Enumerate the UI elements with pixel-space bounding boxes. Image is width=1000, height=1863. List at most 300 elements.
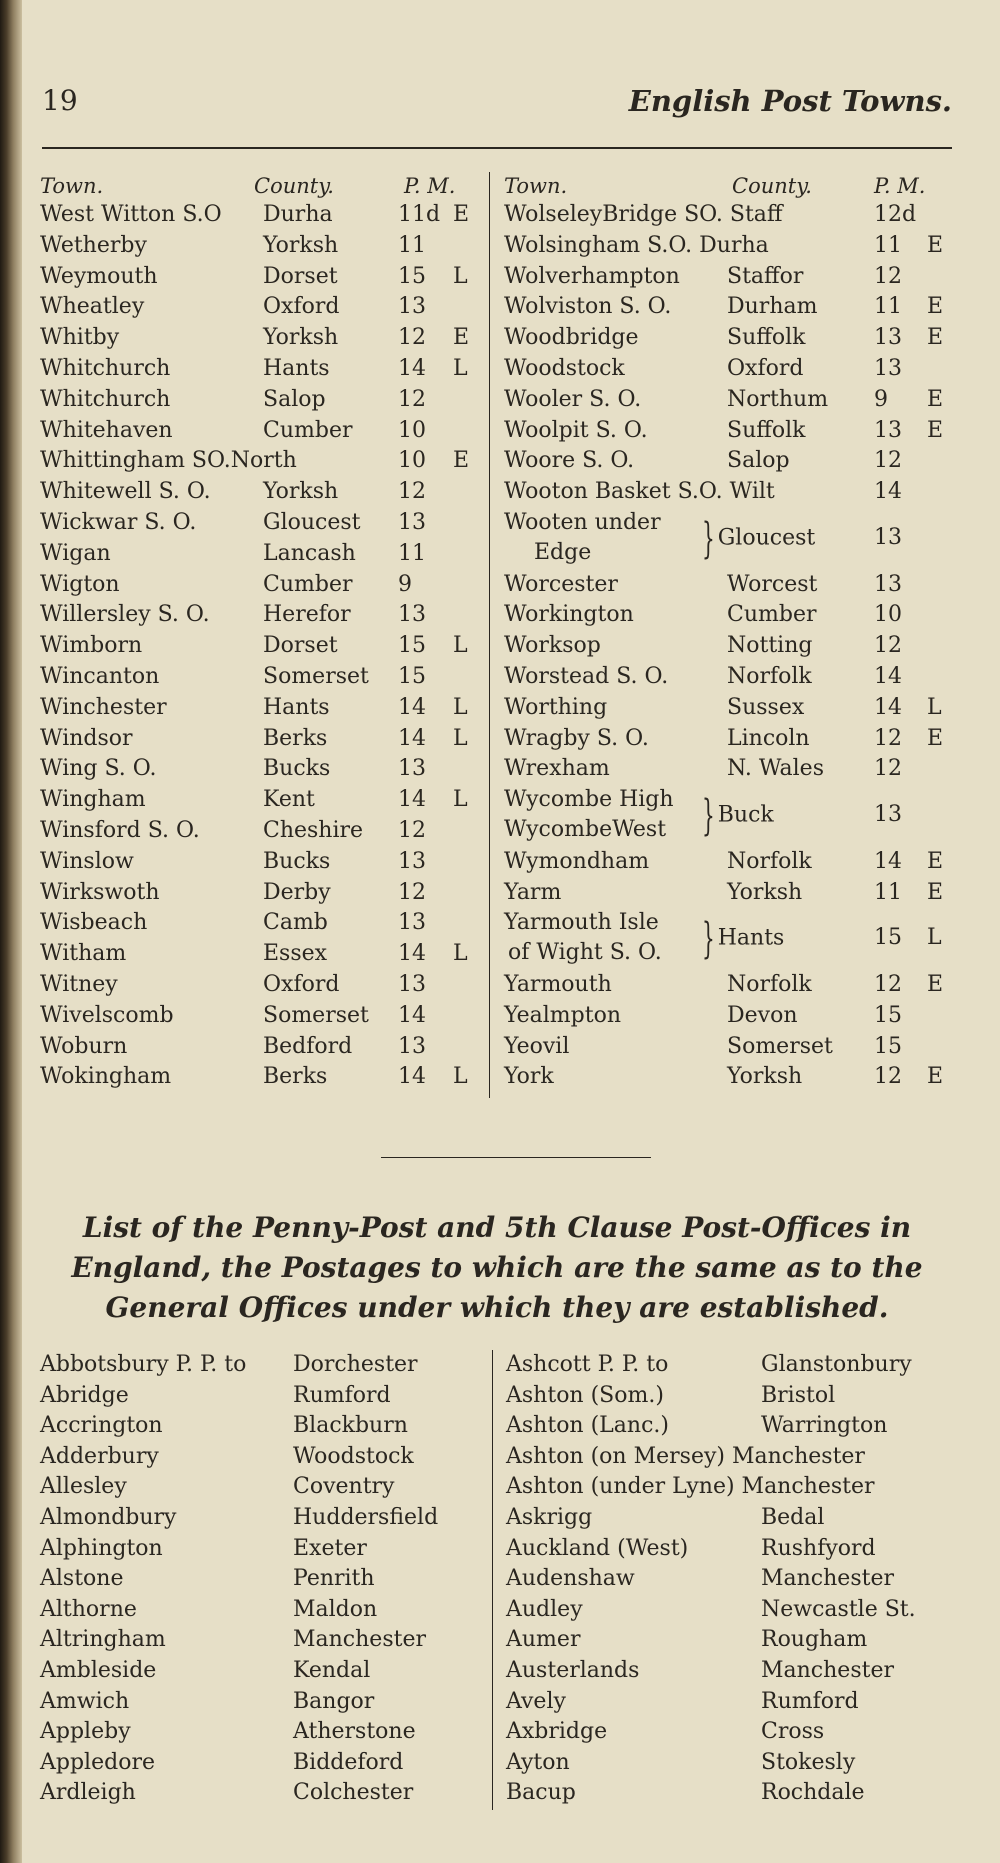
county-name: Salop	[263, 386, 326, 412]
pm-value: 12	[874, 756, 902, 782]
code-value: E	[927, 294, 944, 320]
pm-value: 12	[874, 1064, 902, 1090]
list-item	[506, 1472, 976, 1503]
list-item	[40, 1625, 485, 1656]
office-name: Atherstone	[293, 1719, 416, 1745]
town-name: Yarmouth	[504, 971, 612, 997]
pm-value: 14	[398, 694, 426, 720]
code-value: L	[453, 1064, 468, 1090]
town-name-line1: Yarmouth Isle	[504, 910, 659, 936]
place-name: Ashton (Lanc.)	[506, 1413, 669, 1439]
place-name: Ashton (under Lyne) Manchester	[506, 1474, 875, 1500]
pm-value: 9	[398, 571, 412, 597]
town-row	[504, 231, 974, 262]
town-row	[40, 200, 485, 231]
place-name: Appleby	[40, 1719, 131, 1745]
county-header: County.	[732, 174, 812, 198]
pm-value: 14	[398, 355, 426, 381]
code-value: L	[453, 725, 468, 751]
town-name: Whitewell S. O.	[40, 479, 211, 505]
county-name: Norfolk	[727, 971, 812, 997]
pm-value: 13	[398, 602, 426, 628]
town-name: Whitchurch	[40, 386, 171, 412]
office-name: Bedal	[761, 1504, 825, 1530]
pm-value: 11	[874, 232, 902, 258]
code-value: E	[927, 232, 944, 258]
pm-value: 13	[874, 417, 902, 443]
town-row	[40, 539, 485, 570]
list-item	[40, 1687, 485, 1718]
place-name: Austerlands	[506, 1657, 640, 1683]
town-row	[504, 200, 974, 231]
town-row	[504, 1001, 974, 1032]
town-name: Wigan	[40, 540, 111, 566]
brace-glyph: }	[702, 912, 715, 964]
town-row	[40, 354, 485, 385]
list-item	[40, 1595, 485, 1626]
column-headers	[504, 172, 974, 200]
pm-value: 13	[398, 294, 426, 320]
county-name: Essex	[263, 941, 328, 967]
town-name	[504, 508, 661, 568]
town-row	[40, 262, 485, 293]
code-value: E	[927, 386, 944, 412]
place-name: Abbotsbury P. P. to	[40, 1352, 247, 1377]
pm-value: 11d	[398, 202, 441, 227]
town-name: Winsford S. O.	[40, 817, 200, 843]
county-name: Yorksh	[263, 325, 339, 351]
place-name: Adderbury	[40, 1443, 159, 1469]
pm-value: 13	[398, 756, 426, 782]
list-item	[40, 1564, 485, 1595]
town-row	[40, 785, 485, 816]
code-value: L	[453, 633, 468, 659]
town-name: Winslow	[40, 848, 134, 874]
column-divider	[489, 172, 490, 1098]
place-name: Altringham	[40, 1627, 166, 1653]
county-name: Bucks	[263, 848, 331, 874]
office-name: Manchester	[761, 1657, 894, 1683]
place-name: Audenshaw	[506, 1566, 635, 1592]
county-name: Bedford	[263, 1033, 353, 1059]
county-name: Durham	[727, 294, 818, 320]
code-value: L	[453, 263, 468, 289]
county-name: Notting	[727, 633, 813, 659]
town-row	[40, 323, 485, 354]
pm-value: 14	[398, 1064, 426, 1090]
list-item	[40, 1717, 485, 1748]
town-row	[504, 292, 974, 323]
brace-glyph: }	[702, 789, 715, 840]
town-row	[504, 416, 974, 447]
list-item	[506, 1350, 976, 1381]
list-item	[506, 1625, 976, 1656]
place-name: Ambleside	[40, 1657, 157, 1683]
town-name: Wolsingham S.O. Durha	[504, 232, 769, 258]
running-title: English Post Towns.	[628, 84, 952, 118]
town-name: Worstead S. O.	[504, 663, 669, 689]
town-name: Wickwar S. O.	[40, 509, 197, 535]
county-name: Yorksh	[727, 879, 803, 905]
county-name: Norfolk	[727, 663, 812, 689]
list-item	[40, 1442, 485, 1473]
office-name: Woodstock	[293, 1443, 414, 1469]
town-name: Wetherby	[40, 232, 147, 258]
code-value: E	[927, 1064, 944, 1090]
county-name: Hants	[263, 355, 330, 381]
town-row-yarmouth-isle-of-wight	[504, 908, 974, 970]
town-row	[504, 662, 974, 693]
town-name: Wrexham	[504, 756, 610, 782]
code-value: L	[453, 941, 468, 967]
town-row	[40, 1001, 485, 1032]
place-name: Amwich	[40, 1688, 130, 1714]
pm-value: 15	[874, 925, 902, 951]
town-name: Whittingham SO.North	[40, 448, 297, 474]
pm-value: 12	[398, 325, 426, 351]
list-item	[506, 1717, 976, 1748]
pm-value: 12	[874, 263, 902, 289]
town-row	[504, 385, 974, 416]
county-name	[700, 912, 785, 964]
county-value: Gloucest	[717, 525, 816, 551]
pm-header: P. M.	[874, 174, 926, 198]
county-name: Cumber	[263, 417, 353, 443]
county-name: Camb	[263, 910, 328, 936]
town-row	[40, 477, 485, 508]
town-name: Winchester	[40, 694, 167, 720]
pm-value: 14	[398, 1002, 426, 1028]
pm-value: 10	[398, 417, 426, 443]
penny-post-left-column	[40, 1350, 485, 1809]
town-name: Wokingham	[40, 1064, 172, 1090]
town-name	[504, 785, 674, 845]
county-name: Oxford	[263, 294, 340, 320]
code-value: E	[927, 417, 944, 443]
town-row	[40, 446, 485, 477]
town-name: Yarm	[504, 879, 562, 905]
county-name: Yorksh	[263, 479, 339, 505]
office-name: Biddeford	[293, 1749, 404, 1775]
code-value: L	[927, 925, 942, 951]
town-row	[40, 816, 485, 847]
town-name: Wolviston S. O.	[504, 294, 672, 320]
town-name: Witney	[40, 971, 118, 997]
code-value: L	[453, 355, 468, 381]
county-name: Norfolk	[727, 848, 812, 874]
pm-value: 14	[874, 848, 902, 874]
office-name: Rougham	[761, 1627, 868, 1653]
pm-value: 13	[874, 325, 902, 351]
pm-value: 12	[398, 479, 426, 505]
town-row	[504, 754, 974, 785]
town-name: WolseleyBridge SO. Staff	[504, 202, 783, 227]
town-row	[40, 693, 485, 724]
county-name: Berks	[263, 725, 328, 751]
county-name: Yorksh	[727, 1064, 803, 1090]
section-rule	[381, 1157, 651, 1158]
pm-value: 12	[874, 725, 902, 751]
place-name: Ashton (on Mersey) Manchester	[506, 1443, 865, 1469]
office-name: Manchester	[761, 1566, 894, 1592]
town-name	[504, 908, 662, 968]
county-name: Cumber	[263, 571, 353, 597]
pm-value: 13	[398, 910, 426, 936]
list-item	[40, 1350, 485, 1381]
town-row	[40, 600, 485, 631]
county-name: Somerset	[263, 663, 369, 689]
county-name: Cheshire	[263, 817, 364, 843]
town-row	[40, 878, 485, 909]
county-name: Lincoln	[727, 725, 810, 751]
pm-value: 14	[398, 725, 426, 751]
pm-header: P. M.	[404, 174, 456, 198]
pm-value: 11	[874, 879, 902, 905]
county-name: Oxford	[727, 355, 804, 381]
town-row	[40, 662, 485, 693]
code-value: E	[453, 448, 470, 474]
pm-value: 10	[398, 448, 426, 474]
list-item	[506, 1748, 976, 1779]
pm-value: 15	[398, 663, 426, 689]
town-header: Town.	[504, 174, 568, 198]
place-name: Althorne	[40, 1596, 137, 1622]
penny-post-list-title: List of the Penny-Post and 5th Clause Post-Offices in England, the Postages to which are the same as to the General Offices under which they are established.	[71, 1211, 923, 1324]
town-row-wooten-under-edge	[504, 508, 974, 570]
county-name: Devon	[727, 1002, 798, 1028]
county-name: Bucks	[263, 756, 331, 782]
town-row	[40, 970, 485, 1001]
office-name: Bangor	[293, 1688, 375, 1714]
county-header: County.	[254, 174, 334, 198]
pm-value: 9	[874, 386, 888, 412]
place-name: Alstone	[40, 1566, 124, 1592]
town-name: Yealmpton	[504, 1002, 621, 1028]
county-name: Staffor	[727, 263, 804, 289]
county-value: Buck	[717, 802, 774, 828]
office-name: Manchester	[293, 1627, 426, 1653]
town-name: Workington	[504, 602, 634, 628]
town-row	[40, 939, 485, 970]
pm-value: 12	[874, 448, 902, 474]
town-name: Wymondham	[504, 848, 650, 874]
place-name: Avely	[506, 1688, 566, 1714]
pm-value: 13	[874, 571, 902, 597]
list-item	[506, 1595, 976, 1626]
place-name: Aumer	[506, 1627, 581, 1653]
town-name-line2: Edge	[534, 539, 592, 565]
county-name: N. Wales	[727, 756, 824, 782]
county-name: Sussex	[727, 694, 805, 720]
pm-value: 14	[398, 941, 426, 967]
town-row	[504, 446, 974, 477]
town-name: Woodstock	[504, 355, 625, 381]
pm-value: 13	[398, 509, 426, 535]
pm-value: 12	[874, 633, 902, 659]
place-name: Ardleigh	[40, 1780, 136, 1806]
town-name: Weymouth	[40, 263, 158, 289]
town-name: Wooler S. O.	[504, 386, 642, 412]
list-item	[506, 1534, 976, 1565]
town-row	[40, 508, 485, 539]
town-name: Wimborn	[40, 633, 143, 659]
place-name: Almondbury	[40, 1504, 177, 1530]
town-row	[40, 292, 485, 323]
town-row-wycombe	[504, 785, 974, 847]
place-name: Allesley	[40, 1474, 127, 1500]
pm-value: 11	[398, 232, 426, 258]
code-value: E	[927, 725, 944, 751]
town-name: Witham	[40, 941, 127, 967]
county-name: Oxford	[263, 971, 340, 997]
town-row	[40, 908, 485, 939]
office-name: Rushfyord	[761, 1535, 876, 1561]
office-name: Rochdale	[761, 1780, 865, 1806]
town-row	[40, 847, 485, 878]
town-row	[40, 1032, 485, 1063]
town-row	[40, 570, 485, 601]
town-name-line1: Wooten under	[504, 509, 661, 535]
brace-glyph: }	[702, 512, 715, 563]
county-name: Suffolk	[727, 417, 806, 443]
office-name: Rumford	[293, 1382, 391, 1408]
pm-value: 11	[874, 294, 902, 320]
list-item	[506, 1442, 976, 1473]
town-row	[504, 323, 974, 354]
column-headers	[40, 172, 485, 200]
pm-value: 12	[398, 879, 426, 905]
town-name: Willersley S. O.	[40, 602, 210, 628]
town-name: Wragby S. O.	[504, 725, 649, 751]
town-name: Wivelscomb	[40, 1002, 174, 1028]
town-row	[40, 385, 485, 416]
county-name: Worcest	[727, 571, 818, 597]
post-towns-left-column	[40, 172, 485, 1093]
penny-post-right-column	[506, 1350, 976, 1809]
county-name: Durha	[263, 202, 333, 227]
list-item	[506, 1411, 976, 1442]
town-name: Worksop	[504, 633, 601, 659]
town-row	[40, 1062, 485, 1093]
list-item	[40, 1778, 485, 1809]
county-name: Salop	[727, 448, 790, 474]
town-name: West Witton S.O	[40, 202, 222, 227]
pm-value: 11	[398, 540, 426, 566]
town-row	[40, 754, 485, 785]
town-name-line2: WycombeWest	[504, 817, 667, 843]
list-item	[506, 1778, 976, 1809]
town-name: Wolverhampton	[504, 263, 680, 289]
pm-value: 13	[874, 355, 902, 381]
town-header: Town.	[40, 174, 104, 198]
town-row	[504, 724, 974, 755]
office-name: Bristol	[761, 1382, 836, 1408]
place-name: Alphington	[40, 1535, 163, 1561]
code-value: E	[453, 202, 470, 227]
town-name: Woburn	[40, 1033, 128, 1059]
place-name: Ashcott P. P. to	[506, 1352, 669, 1377]
town-name: Windsor	[40, 725, 133, 751]
office-name: Warrington	[761, 1413, 888, 1439]
page-number: 19	[42, 84, 78, 117]
column-divider	[492, 1350, 493, 1810]
town-name-line1: Wycombe High	[504, 787, 674, 813]
pm-value: 12	[874, 971, 902, 997]
office-name: Blackburn	[293, 1413, 408, 1439]
pm-value: 14	[398, 787, 426, 813]
county-name: Gloucest	[263, 509, 361, 535]
pm-value: 14	[874, 479, 902, 505]
place-name: Auckland (West)	[506, 1535, 689, 1561]
town-name: Whitchurch	[40, 355, 171, 381]
county-value: Hants	[717, 925, 785, 951]
list-item	[506, 1656, 976, 1687]
county-name: Yorksh	[263, 232, 339, 258]
pm-value: 15	[398, 263, 426, 289]
pm-value: 12	[398, 386, 426, 412]
town-row	[504, 878, 974, 909]
town-name: Wooton Basket S.O. Wilt	[504, 479, 775, 505]
town-name: Yeovil	[504, 1033, 570, 1059]
pm-value: 13	[874, 802, 902, 828]
county-name: Dorset	[263, 263, 338, 289]
pm-value: 15	[398, 633, 426, 659]
town-name: Wigton	[40, 571, 120, 597]
town-row	[504, 262, 974, 293]
town-row	[504, 477, 974, 508]
list-item	[506, 1687, 976, 1718]
county-name: Derby	[263, 879, 331, 905]
list-item	[506, 1503, 976, 1534]
list-item	[506, 1564, 976, 1595]
county-name	[700, 789, 774, 840]
town-name: Woore S. O.	[504, 448, 635, 474]
county-name: Cumber	[727, 602, 817, 628]
place-name: Audley	[506, 1596, 583, 1622]
county-name: Somerset	[727, 1033, 833, 1059]
county-name: Suffolk	[727, 325, 806, 351]
office-name: Rumford	[761, 1688, 859, 1714]
code-value: E	[927, 848, 944, 874]
code-value: L	[453, 694, 468, 720]
office-name: Maldon	[293, 1596, 378, 1622]
town-row	[504, 600, 974, 631]
office-name: Cross	[761, 1719, 825, 1745]
book-spine-shadow	[0, 0, 22, 1863]
town-row	[40, 231, 485, 262]
pm-value: 14	[874, 663, 902, 689]
office-name: Coventry	[293, 1474, 395, 1500]
pm-value: 12	[398, 817, 426, 843]
place-name: Accrington	[40, 1413, 163, 1439]
header-rule	[42, 147, 952, 149]
town-name: York	[504, 1064, 554, 1090]
pm-value: 10	[874, 602, 902, 628]
place-name: Appledore	[40, 1749, 155, 1775]
pm-value: 13	[398, 1033, 426, 1059]
town-row	[504, 570, 974, 601]
town-name-line2: of Wight S. O.	[508, 940, 662, 966]
town-name: Wing S. O.	[40, 756, 157, 782]
place-name: Ayton	[506, 1749, 570, 1775]
office-name: Penrith	[293, 1566, 375, 1592]
office-name: Glanstonbury	[761, 1352, 912, 1377]
office-name: Colchester	[293, 1780, 414, 1806]
pm-value: 13	[874, 524, 902, 550]
pm-value: 15	[874, 1002, 902, 1028]
code-value: L	[453, 787, 468, 813]
pm-value: 14	[874, 694, 902, 720]
